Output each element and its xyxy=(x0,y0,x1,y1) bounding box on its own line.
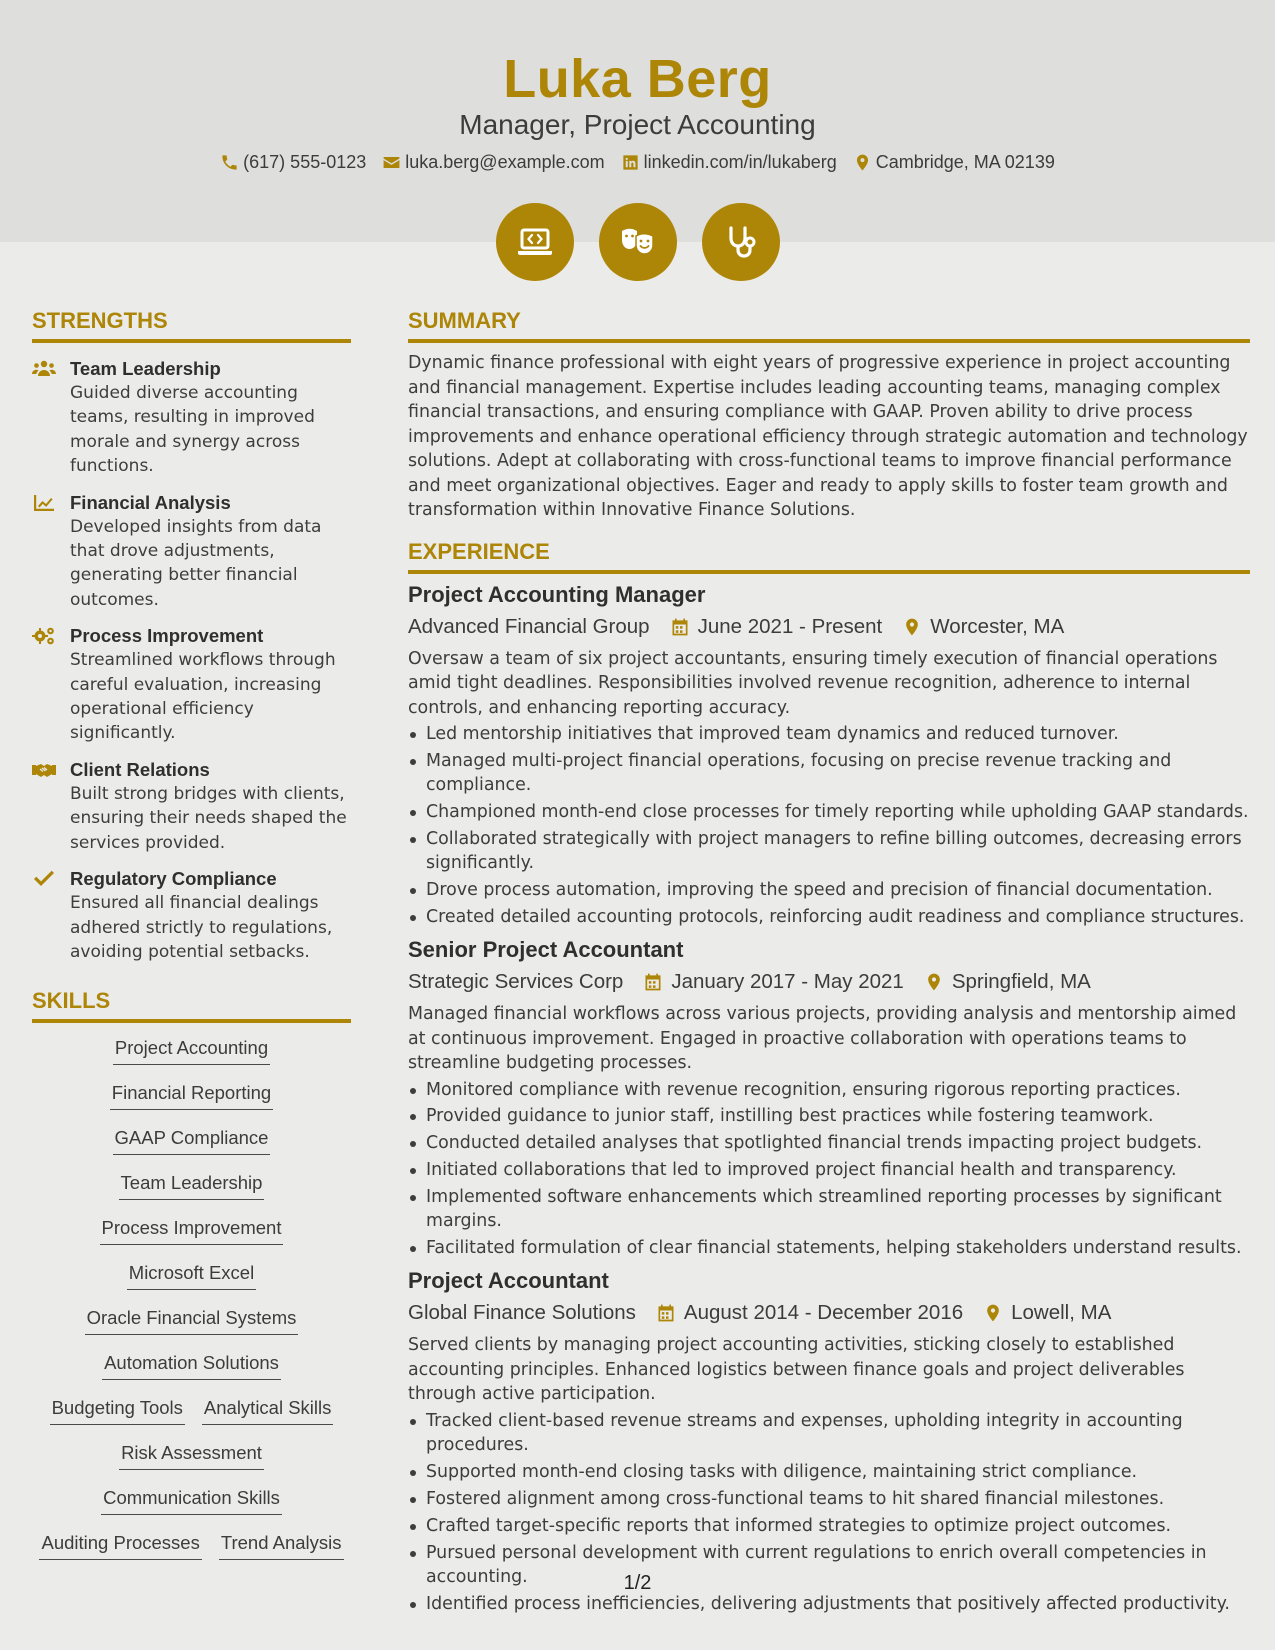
calendar-icon xyxy=(656,1303,676,1323)
skill-tag: Automation Solutions xyxy=(102,1350,281,1380)
handshake-icon xyxy=(32,760,56,780)
job-company: Global Finance Solutions xyxy=(408,1301,636,1325)
envelope-icon xyxy=(382,153,401,172)
theater-masks-badge xyxy=(599,203,677,281)
bullet-item: Managed multi-project financial operations, focusing on precise revenue tracking and compliance. xyxy=(408,749,1250,797)
skills-heading: SKILLS xyxy=(32,988,351,1023)
strength-title: Client Relations xyxy=(70,758,210,780)
strength-item xyxy=(32,356,351,479)
experience-section xyxy=(408,539,1250,1616)
bullet-item: Collaborated strategically with project managers to refine billing outcomes, decreasing errors significantly. xyxy=(408,827,1250,875)
skill-tag: GAAP Compliance xyxy=(113,1125,271,1155)
skill-tag: Communication Skills xyxy=(101,1485,282,1515)
check-icon xyxy=(32,869,56,889)
skill-tag: Microsoft Excel xyxy=(127,1260,256,1290)
job-bullets xyxy=(408,722,1250,929)
job-role: Senior Project Accountant xyxy=(408,937,684,963)
bullet-item: Drove process automation, improving the speed and precision of financial documentation. xyxy=(408,878,1250,902)
strength-desc: Streamlined workflows through careful evaluation, increasing operational efficiency significantly. xyxy=(70,650,336,744)
map-pin-icon xyxy=(853,153,872,172)
candidate-title: Manager, Project Accounting xyxy=(459,109,816,140)
bullet-item: Supported month-end closing tasks with diligence, maintaining strict compliance. xyxy=(408,1460,1250,1484)
job-role: Project Accountant xyxy=(408,1268,609,1294)
map-pin-icon xyxy=(983,1303,1003,1323)
strength-item xyxy=(32,757,351,855)
map-pin-icon xyxy=(924,972,944,992)
job-meta xyxy=(408,1298,1250,1328)
skill-tag: Auditing Processes xyxy=(39,1530,201,1560)
strength-title: Regulatory Compliance xyxy=(70,868,277,890)
users-icon xyxy=(32,359,56,379)
strength-title: Financial Analysis xyxy=(70,491,231,513)
skill-tag: Team Leadership xyxy=(119,1170,265,1200)
candidate-name: Luka Berg xyxy=(503,49,772,109)
strength-desc: Guided diverse accounting teams, resulting in improved morale and synergy across functions. xyxy=(70,383,315,477)
skill-tag: Risk Assessment xyxy=(119,1440,264,1470)
bullet-item: Provided guidance to junior staff, instilling best practices while fostering teamwork. xyxy=(408,1104,1250,1128)
job-location: Worcester, MA xyxy=(930,614,1065,638)
job-dates: June 2021 - Present xyxy=(697,614,883,638)
contact-linkedin[interactable] xyxy=(621,152,837,173)
main-content xyxy=(408,308,1250,1619)
job-dates: August 2014 - December 2016 xyxy=(683,1301,964,1325)
page-number: 1/2 xyxy=(623,1572,652,1594)
strength-item xyxy=(32,866,351,964)
job-bullets xyxy=(408,1078,1250,1261)
bullet-item: Championed month-end close processes for timely reporting while upholding GAAP standards. xyxy=(408,800,1250,824)
job-entry xyxy=(408,935,1250,1260)
stethoscope-badge xyxy=(702,203,780,281)
cogs-icon xyxy=(32,626,56,646)
job-description: Managed financial workflows across various projects, providing analysis and mentorship aimed at continuous improvement. Engaged in proactive collaboration with operations teams to streamline budgeting processes. xyxy=(408,1004,1237,1074)
strength-desc: Built strong bridges with clients, ensuring their needs shaped the services provided. xyxy=(70,783,347,853)
linkedin-icon xyxy=(621,153,640,172)
job-description: Oversaw a team of six project accountants, ensuring timely execution of financial operations amid tight deadlines. Responsibilities involved revenue recognition, adherence to internal controls, and enhancing reporting accuracy. xyxy=(408,648,1218,718)
interest-badges xyxy=(0,203,1275,281)
bullet-item: Initiated collaborations that led to improved project financial health and transparency. xyxy=(408,1158,1250,1182)
job-description: Served clients by managing project accounting activities, sticking closely to established accounting principles. Enhanced logistics between finance goals and project deliverables through active participation. xyxy=(408,1335,1185,1405)
job-entry xyxy=(408,1266,1250,1616)
bullet-item: Tracked client-based revenue streams and expenses, upholding integrity in accounting procedures. xyxy=(408,1409,1250,1457)
bullet-item: Created detailed accounting protocols, reinforcing audit readiness and compliance structures. xyxy=(408,905,1250,929)
job-entry xyxy=(408,580,1250,930)
bullet-item: Pursued personal development with current regulations to enrich overall competencies in accounting. xyxy=(408,1541,1250,1589)
bullet-item: Fostered alignment among cross-functional teams to hit shared financial milestones. xyxy=(408,1487,1250,1511)
contact-email[interactable] xyxy=(382,152,604,173)
job-meta xyxy=(408,967,1250,997)
skills-section xyxy=(32,988,351,1575)
skill-tag: Trend Analysis xyxy=(219,1530,344,1560)
location-text: Cambridge, MA 02139 xyxy=(875,152,1055,172)
job-dates: January 2017 - May 2021 xyxy=(671,970,904,994)
skill-tag: Financial Reporting xyxy=(110,1080,273,1110)
phone-icon xyxy=(220,153,239,172)
laptop-code-icon xyxy=(515,222,555,262)
strength-item xyxy=(32,623,351,746)
strength-desc: Developed insights from data that drove adjustments, generating better financial outcomes. xyxy=(70,516,322,610)
strength-title: Team Leadership xyxy=(70,358,221,379)
skill-tag: Budgeting Tools xyxy=(50,1395,185,1425)
contact-phone xyxy=(220,152,366,173)
bullet-item: Identified process inefficiencies, delivering adjustments that positively affected productivity. xyxy=(408,1592,1250,1616)
bullet-item: Led mentorship initiatives that improved team dynamics and reduced turnover. xyxy=(408,722,1250,746)
job-company: Advanced Financial Group xyxy=(408,614,650,638)
phone-text: (617) 555-0123 xyxy=(243,152,367,172)
theater-masks-icon xyxy=(618,222,658,262)
job-company: Strategic Services Corp xyxy=(408,970,624,994)
summary-text: Dynamic finance professional with eight years of progressive experience in project accounting and financial management. Expertise includes leading accounting teams, managing complex financial transactions, and ensuring compliance with GAAP. Proven ability to drive process improvements and enhance operational efficiency through strategic automation and technology solutions. Adept at collaborating with cross-functional teams to improve financial performance and meet organizational objectives. Eager and ready to apply skills to foster team growth and transformation within Innovative Finance Solutions. xyxy=(408,353,1248,520)
strength-title: Process Improvement xyxy=(70,625,264,647)
calendar-icon xyxy=(670,617,690,637)
job-meta xyxy=(408,612,1250,642)
email-text[interactable]: luka.berg@example.com xyxy=(405,152,605,172)
strengths-heading: STRENGTHS xyxy=(32,308,351,343)
job-location: Springfield, MA xyxy=(951,970,1091,994)
job-role: Project Accounting Manager xyxy=(408,581,706,607)
bullet-item: Crafted target-specific reports that informed strategies to optimize project outcomes. xyxy=(408,1514,1250,1538)
skills-list xyxy=(32,1035,351,1575)
skill-tag: Oracle Financial Systems xyxy=(85,1305,299,1335)
bullet-item: Implemented software enhancements which streamlined reporting processes by significant margins. xyxy=(408,1185,1250,1233)
stethoscope-icon xyxy=(721,222,761,262)
strengths-list xyxy=(32,356,351,964)
skill-tag: Process Improvement xyxy=(100,1215,284,1245)
linkedin-text[interactable]: linkedin.com/in/lukaberg xyxy=(643,152,837,172)
calendar-icon xyxy=(643,972,663,992)
bullet-item: Conducted detailed analyses that spotlighted financial trends impacting project budgets. xyxy=(408,1131,1250,1155)
bullet-item: Facilitated formulation of clear financial statements, helping stakeholders understand results. xyxy=(408,1236,1250,1260)
skill-tag: Project Accounting xyxy=(113,1035,270,1065)
job-location: Lowell, MA xyxy=(1011,1301,1112,1325)
skill-tag: Analytical Skills xyxy=(202,1395,334,1425)
chart-line-icon xyxy=(32,493,56,513)
experience-heading: EXPERIENCE xyxy=(408,539,1250,574)
laptop-code-badge xyxy=(496,203,574,281)
strength-desc: Ensured all financial dealings adhered strictly to regulations, avoiding potential setbacks. xyxy=(70,893,333,962)
bullet-item: Monitored compliance with revenue recognition, ensuring rigorous reporting practices. xyxy=(408,1078,1250,1102)
sidebar xyxy=(32,308,351,1575)
strength-item xyxy=(32,490,351,613)
contact-bar xyxy=(0,152,1275,173)
contact-location xyxy=(853,152,1055,173)
summary-heading: SUMMARY xyxy=(408,308,1250,343)
map-pin-icon xyxy=(902,617,922,637)
